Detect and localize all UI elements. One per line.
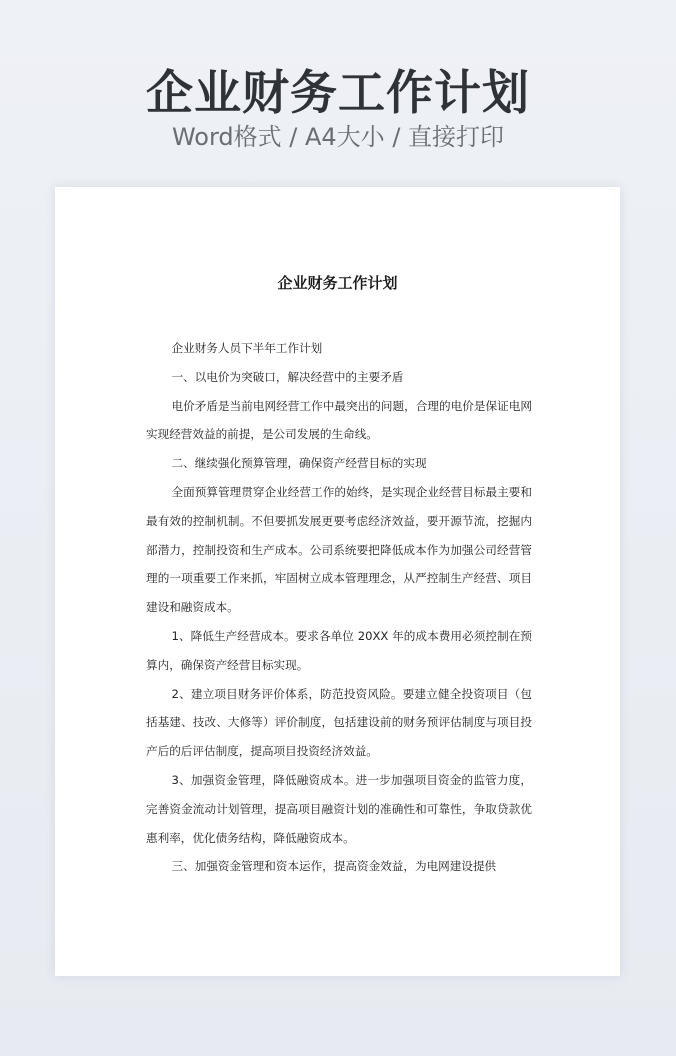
banner-title: 企业财务工作计划 (146, 66, 530, 121)
document-paragraph: 三、加强资金管理和资本运作，提高资金效益，为电网建设提供 (171, 859, 497, 874)
document-paragraph: 1、降低生产经营成本。要求各单位 20XX 年的成本费用必须控制在预算内，确保资产经营目标实现。 (146, 628, 532, 672)
document-paragraph: 电价矛盾是当前电网经营工作中最突出的问题，合理的电价是保证电网实现经营效益的前提，是公司发展的生命线。 (146, 398, 532, 442)
document-paragraph: 3、加强资金管理，降低融资成本。进一步加强项目资金的监管力度，完善资金流动计划管理，提高项目融资计划的准确性和可靠性，争取贷款优惠利率，优化债务结构，降低融资成本。 (146, 772, 532, 845)
document-paragraph: 2、建立项目财务评价体系，防范投资风险。要建立健全投资项目（包括基建、技改、大修等）评价制度，包括建设前的财务预评估制度与项目投产后的后评估制度，提高项目投资经济效益。 (146, 686, 532, 759)
document-paragraph: 企业财务人员下半年工作计划 (171, 341, 323, 355)
banner-subtitle: Word格式 / A4大小 / 直接打印 (171, 123, 505, 151)
document-paragraph: 一、以电价为突破口，解决经营中的主要矛盾 (171, 369, 404, 384)
document-paragraph: 二、继续强化预算管理，确保资产经营目标的实现 (171, 456, 427, 471)
document-page (55, 187, 620, 976)
document-body (146, 334, 532, 881)
document-paragraph: 全面预算管理贯穿企业经营工作的始终，是实现企业经营目标最主要和最有效的控制机制。不但要抓发展更要考虑经济效益，要开源节流，挖掘内部潜力，控制投资和生产成本。公司系统要把降低成本作为加强公司经营管理的一项重要工作来抓，牢固树立成本管理理念，从严控制生产经营、项目建设和融资成本。 (146, 484, 532, 615)
document-title: 企业财务工作计划 (277, 274, 398, 292)
